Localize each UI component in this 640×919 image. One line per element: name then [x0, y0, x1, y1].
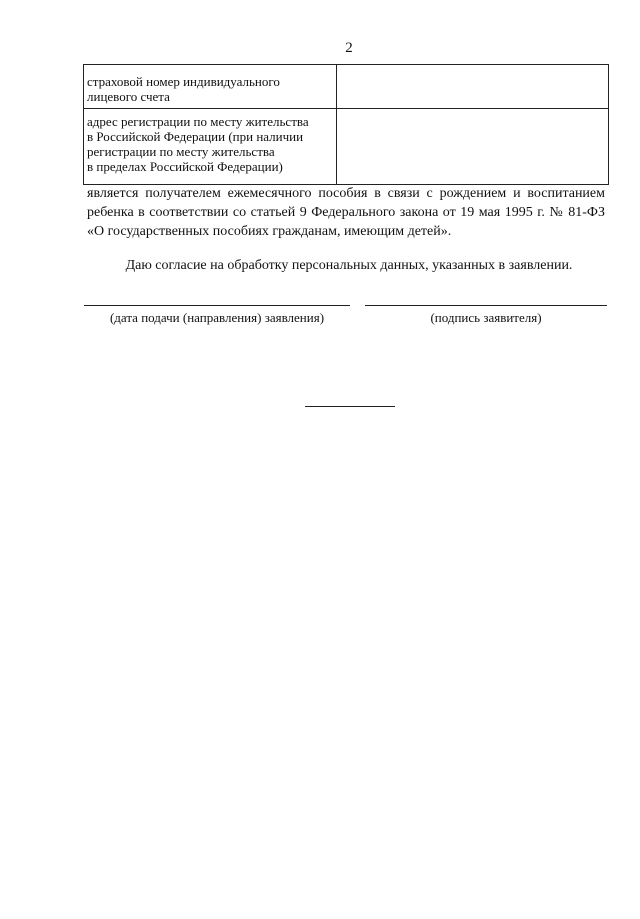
signature-caption: (подпись заявителя): [430, 310, 542, 325]
table-row-address: [84, 109, 609, 185]
page-number: 2: [345, 40, 353, 56]
applicant-data-table: [83, 64, 609, 185]
address-label: адрес регистрации по месту жительства в Российской Федерации (при наличии регистрации по месту жительства в пределах Российской Федерации): [84, 109, 337, 185]
table-row-snils: [84, 65, 609, 109]
snils-label: страховой номер индивидуального лицевого счета: [84, 65, 337, 109]
address-value-field[interactable]: [337, 109, 609, 185]
applicant-signature-line[interactable]: [365, 305, 607, 306]
date-signature-line[interactable]: [84, 305, 350, 306]
document-end-divider: [305, 406, 395, 407]
snils-value-field[interactable]: [337, 65, 609, 109]
benefit-recipient-statement: является получателем ежемесячного пособия в связи с рождением и воспитанием ребенка в соответствии со статьей 9 Федерального закона от 19 мая 1995 г. № 81-ФЗ «О государственных пособиях гражданам, имеющим детей».: [87, 186, 605, 239]
date-caption: (дата подачи (направления) заявления): [109, 310, 325, 325]
personal-data-consent: Даю согласие на обработку персональных данных, указанных в заявлении.: [125, 258, 573, 273]
